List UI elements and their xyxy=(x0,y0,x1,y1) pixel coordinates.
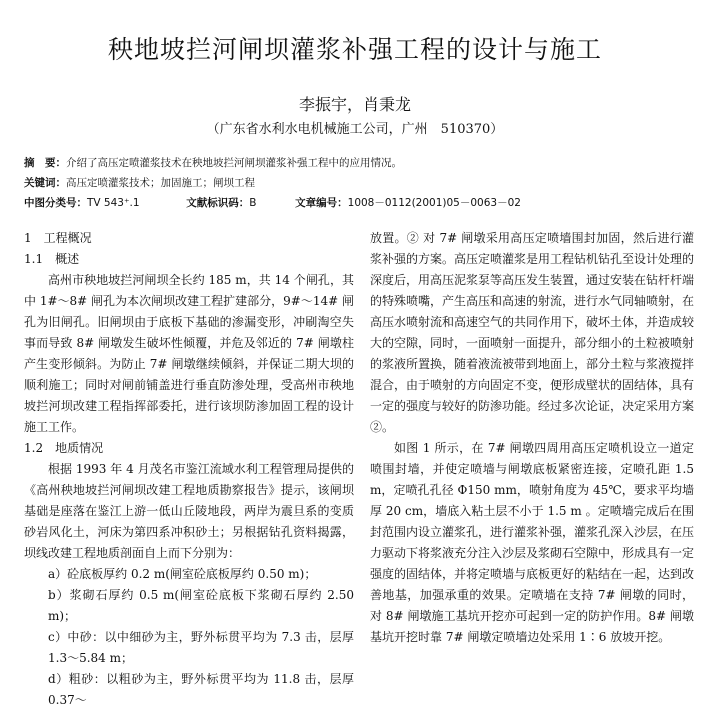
paragraph-scheme: 放置。② 对 7# 闸墩采用高压定喷墙围封加固，然后进行灌浆补强的方案。高压定喷灌浆是用工程钻机钻孔至设计处理的深度后，用高压泥浆泵等高压发生装置，通过安装在钻杆杆端的特殊喷嘴，产生高压和高速的射流，进行水气同轴喷射，在高压水喷射流和高速空气的共同作用下，破坏土体，并造成较大的空隙，同时，一面喷射一面提升，部分细小的土粒被喷射的浆液所置换，随着液流被带到地面上，部分土粒与浆液搅拌混合，由于喷射的方向固定不变，便形成壁状的固结体，具有一定的强度与较好的防渗功能。经过多次论证，决定采用方案②。 xyxy=(370,231,695,434)
paragraph-overview: 高州市秧地坡拦河闸坝全长约 185 m，共 14 个闸孔，其中 1#～8# 闸孔为本次闸坝改建工程扩建部分，9#～14# 闸孔为旧闸孔。旧闸坝由于底板下基础的渗漏变形，冲刷淘空失事而导致 8# 闸墩发生破坏性倾覆，并危及邻近的 7# 闸墩柱产生变形倾斜。为防止 7# 闸墩继续倾斜，并保证二期大坝的顺利施工；同时对闸前铺盖进行垂直防渗处理，受高州市秧地坡拦河坝改建工程指挥部委托，进行该坝防渗加固工程的设计施工工作。 xyxy=(24,273,354,434)
paper-authors: 李振宇，肖秉龙 xyxy=(298,95,411,114)
left-column xyxy=(24,228,354,711)
list-item-b: b）浆砌石厚约 0.5 m(闸室砼底板下浆砌石厚约 2.50 m)； xyxy=(48,588,354,623)
abstract-text: 介绍了高压定喷灌浆技术在秧地坡拦河闸坝灌浆补强工程中的应用情况。 xyxy=(66,157,402,169)
classification-line xyxy=(24,195,694,210)
section-heading-1: 1 工程概况 xyxy=(24,231,92,245)
list-item-c: c）中砂：以中细砂为主，野外标贯平均为 7.3 击，层厚 1.3～5.84 m； xyxy=(48,630,354,665)
section-heading-1-2: 1.2 地质情况 xyxy=(24,441,104,455)
keywords-label: 关键词： xyxy=(24,177,66,189)
abstract-line xyxy=(24,155,694,170)
paragraph-geology: 根据 1993 年 4 月茂名市鉴江流域水利工程管理局提供的《高州秧地坡拦河闸坝改建工程地质勘察报告》提示，该闸坝基础是座落在鉴江上游一低山丘陵地段，两岸为震旦系的变质砂岩风化土，河床为第四系冲积砂土；另根据钻孔资料揭露，坝线改建工程地质剖面自上而下分别为： xyxy=(24,462,354,560)
article-no-label: 文章编号： xyxy=(295,197,348,209)
clc-label: 中图分类号： xyxy=(24,197,87,209)
doc-code-label: 文献标识码： xyxy=(186,197,250,209)
section-heading-1-1: 1.1 概述 xyxy=(24,252,80,266)
right-column xyxy=(370,228,694,648)
keywords-text: 高压定喷灌浆技术；加固施工；闸坝工程 xyxy=(66,177,255,189)
doc-code-value: B xyxy=(249,197,257,209)
keywords-line xyxy=(24,175,694,190)
paper-title: 秧地坡拦河闸坝灌浆补强工程的设计与施工 xyxy=(107,35,602,64)
article-no-value: 1008－0112(2001)05－0063－02 xyxy=(347,197,521,209)
list-item-d: d）粗砂：以粗砂为主，野外标贯平均为 11.8 击，层厚 0.37～ xyxy=(48,672,354,707)
paragraph-construction: 如图 1 所示，在 7# 闸墩四周用高压定喷机设立一道定喷围封墙，并使定喷墙与闸墩底板紧密连接，定喷孔距 1.5 m，定喷孔孔径 Φ150 mm，喷射角度为 45℃，要求平均墙厚 20 cm，墙底入粘土层不小于 1.5 m 。定喷墙完成后在围封范围内设立灌浆孔，进行灌浆补强，灌浆孔深入沙层，在压力驱动下将浆液充分注入沙层及浆砌石空隙中，形成具有一定强度的固结体，并将定喷墙与底板更好的粘结在一起，达到改善地基，加强承重的效果。定喷墙在支持 7# 闸墩的同时，对 8# 闸墩施工基坑开挖亦可起到一定的防护作用。8# 闸墩基坑开挖时靠 7# 闸墩定喷墙边处采用 1∶6 放坡开挖。 xyxy=(370,441,695,644)
abstract-label: 摘 要： xyxy=(24,157,66,169)
list-item-a: a）砼底板厚约 0.2 m(闸室砼底板厚约 0.50 m)； xyxy=(48,567,317,581)
clc-value: TV 543⁺.1 xyxy=(87,197,140,209)
paper-affiliation: （广东省水利水电机械施工公司，广州 510370） xyxy=(206,122,504,137)
